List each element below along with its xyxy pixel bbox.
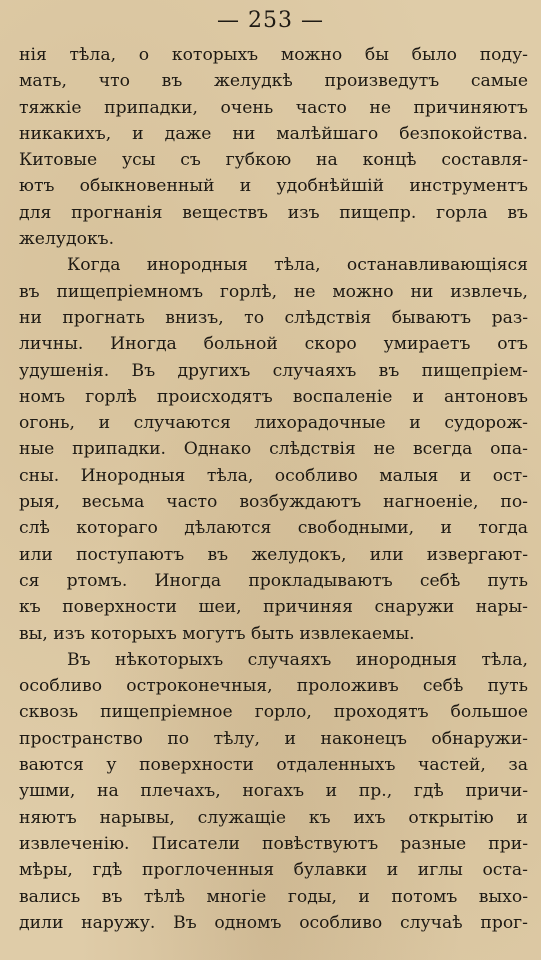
- text-line: вы, изъ которыхъ могутъ быть извлекаемы.: [19, 623, 415, 644]
- text-line: ушми, на плечахъ, ногахъ и пр., гдѣ причи-: [19, 781, 528, 802]
- text-line: удушенія. Въ другихъ случаяхъ въ пищепріем-: [19, 360, 528, 381]
- text-line: сны. Инородныя тѣла, особливо малыя и ост-: [19, 465, 528, 486]
- text-line: Въ нѣкоторыхъ случаяхъ инородныя тѣла,: [67, 649, 528, 670]
- text-line: слѣ котораго дѣлаются свободными, и тогда: [19, 518, 528, 539]
- text-line: ваются у поверхности отдаленныхъ частей, за: [19, 755, 528, 776]
- text-line: вались въ тѣлѣ многіе годы, и потомъ выхо-: [19, 886, 528, 907]
- text-line: тяжкіе припадки, очень часто не причиняютъ: [19, 97, 528, 118]
- text-line: никакихъ, и даже ни малѣйшаго безпокойства.: [19, 123, 528, 144]
- text-line: дили наружу. Въ одномъ особливо случаѣ прог-: [19, 912, 528, 933]
- text-line: огонь, и случаются лихорадочные и судорож-: [19, 413, 528, 434]
- text-line: рыя, весьма часто возбуждаютъ нагноеніе, по-: [19, 492, 528, 513]
- text-line: для прогнанія веществъ изъ пищепр. горла въ: [19, 202, 528, 223]
- text-line: сквозь пищепріемное горло, проходятъ большое: [19, 702, 528, 723]
- text-line: мѣры, гдѣ проглоченныя булавки и иглы оста-: [19, 860, 528, 881]
- text-line: извлеченію. Писатели повѣствуютъ разные при-: [19, 833, 528, 854]
- text-line: пространство по тѣлу, и наконецъ обнаружи-: [19, 728, 528, 749]
- text-line: номъ горлѣ происходятъ воспаленіе и антоновъ: [19, 386, 528, 407]
- text-line: ни прогнать внизъ, то слѣдствія бываютъ раз-: [19, 307, 528, 328]
- text-line: нія тѣла, о которыхъ можно бы было поду-: [19, 45, 528, 65]
- text-line: мать, что въ желудкѣ произведутъ самые: [19, 71, 528, 92]
- text-line: Когда инородныя тѣла, останавливающіяся: [67, 255, 528, 276]
- body-text: [19, 42, 528, 936]
- text-line: къ поверхности шеи, причиняя снаружи нары-: [19, 597, 528, 618]
- text-line: ные припадки. Однако слѣдствія не всегда опа-: [19, 439, 528, 460]
- text-line: ютъ обыкновенный и удобнѣйшій инструментъ: [19, 176, 528, 197]
- text-line: желудокъ.: [19, 229, 115, 250]
- page-number: — 253 —: [217, 8, 324, 33]
- text-line: ся ртомъ. Иногда прокладываютъ себѣ путь: [19, 570, 528, 591]
- text-line: личны. Иногда больной скоро умираетъ отъ: [19, 334, 528, 355]
- text-line: Китовые усы съ губкою на концѣ составля-: [19, 150, 528, 171]
- text-line: въ пищепріемномъ горлѣ, не можно ни извлечь,: [19, 281, 528, 302]
- text-line: или поступаютъ въ желудокъ, или извергают-: [19, 544, 528, 565]
- text-line: няютъ нарывы, служащіе къ ихъ открытію и: [19, 807, 528, 828]
- text-line: особливо остроконечныя, проложивъ себѣ путь: [19, 676, 528, 697]
